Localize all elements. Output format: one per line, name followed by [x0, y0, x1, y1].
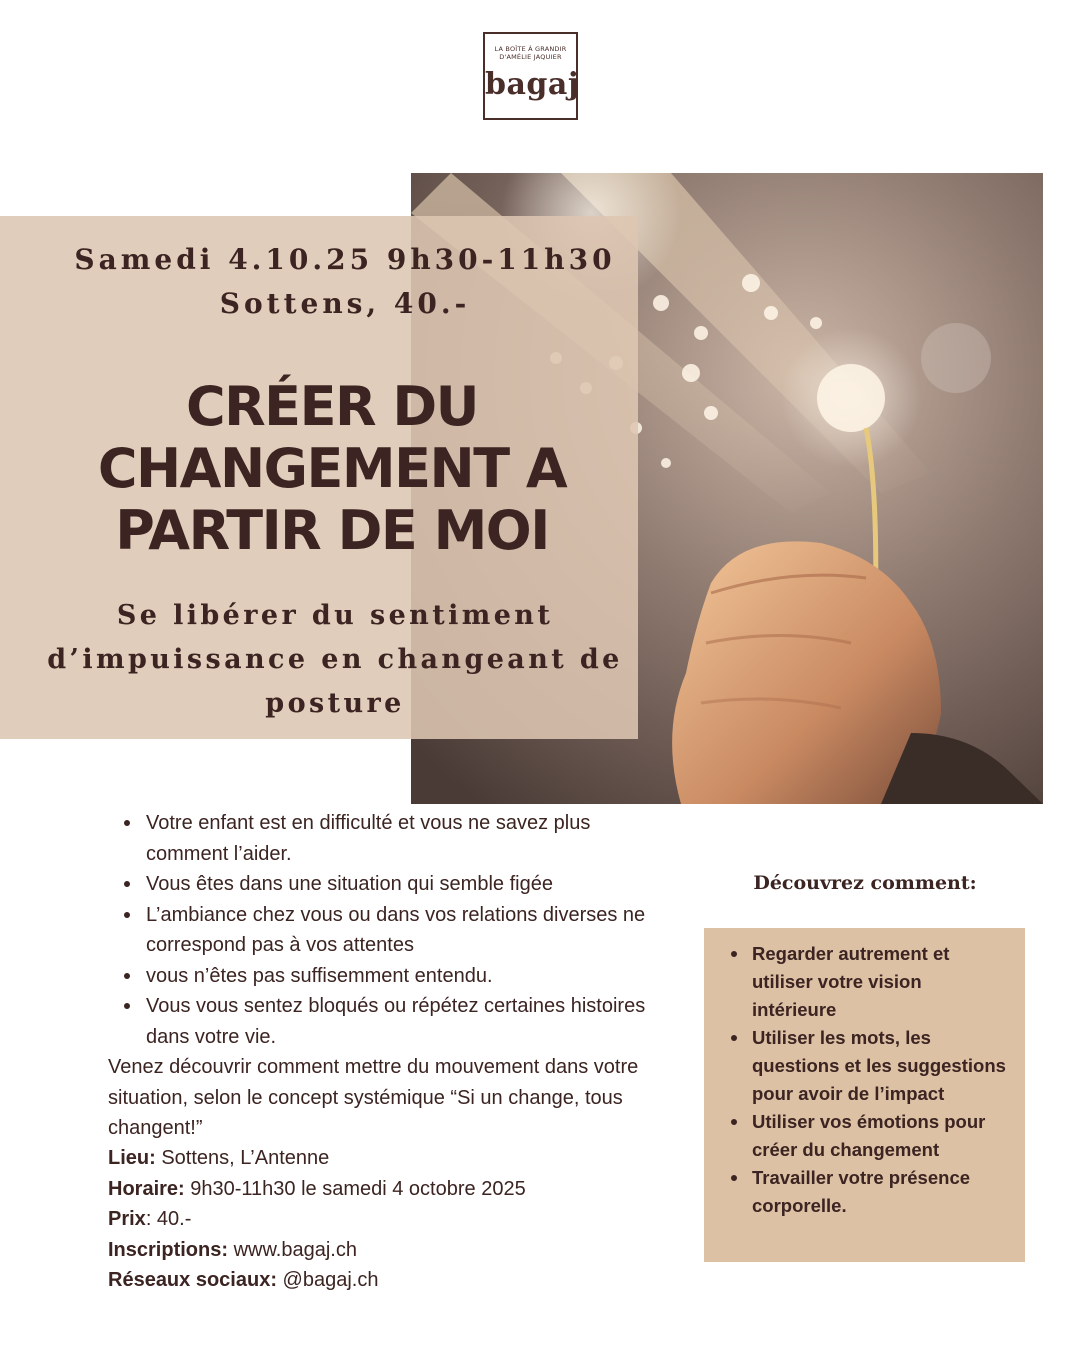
brand-logo — [483, 32, 578, 120]
list-item: vous n’êtes pas suffisemment entendu. — [108, 961, 668, 992]
intro-paragraph: Venez découvrir comment mettre du mouvement dans votre situation, selon le concept systémique “Si un change, tous changent!” — [108, 1056, 639, 1139]
detail-value: : 40.- — [145, 1208, 192, 1231]
social-handle[interactable]: @bagaj.ch — [276, 1269, 379, 1292]
list-item: Travailler votre présence corporelle. — [726, 1164, 1011, 1220]
page-subtitle: Se libérer du sentiment d’impuissance en changeant de posture — [47, 600, 623, 719]
list-item: Regarder autrement et utiliser votre vision intérieure — [726, 940, 1011, 1024]
list-item: Vous vous sentez bloqués ou répétez certaines histoires dans votre vie. — [108, 991, 668, 1052]
registration-link[interactable]: www.bagaj.ch — [228, 1238, 357, 1261]
title-line-3: PARTIR DE MOI — [115, 499, 549, 562]
event-location-price: Sottens, 40.- — [219, 287, 471, 320]
detail-horaire — [108, 1174, 668, 1205]
page-title — [0, 376, 664, 562]
detail-label: Lieu: — [108, 1147, 156, 1169]
discover-heading: Découvrez comment: — [753, 872, 977, 894]
logo-tagline — [485, 45, 576, 61]
detail-prix — [108, 1204, 668, 1235]
detail-lieu — [108, 1143, 668, 1174]
logo-tagline-line-1: LA BOÎTE À GRANDIR — [494, 45, 567, 53]
detail-label: Horaire: — [108, 1177, 185, 1200]
title-line-1: CRÉER DU — [185, 375, 479, 438]
list-item: Votre enfant est en difficulté et vous ne savez plus comment l’aider. — [108, 808, 668, 869]
list-item: L’ambiance chez vous ou dans vos relations diverses ne correspond pas à vos attentes — [108, 900, 668, 961]
detail-label: Prix — [108, 1208, 146, 1231]
event-details — [108, 1143, 668, 1296]
list-item: Utiliser vos émotions pour créer du changement — [726, 1108, 1011, 1164]
discover-box — [704, 928, 1025, 1262]
list-item: Vous êtes dans une situation qui semble figée — [108, 869, 668, 900]
detail-reseaux — [108, 1265, 668, 1296]
logo-name: bagaj — [485, 67, 580, 102]
detail-value: Sottens, L’Antenne — [155, 1147, 330, 1169]
event-date-time: Samedi 4.10.25 9h30-11h30 — [74, 243, 616, 276]
situation-list — [108, 808, 668, 1052]
list-item: Utiliser les mots, les questions et les suggestions pour avoir de l’impact — [726, 1024, 1011, 1108]
detail-inscriptions — [108, 1235, 668, 1266]
logo-tagline-line-2: D'AMÉLIE JAQUIER — [499, 53, 562, 61]
title-line-2: CHANGEMENT A — [97, 437, 567, 500]
detail-label: Réseaux sociaux: — [108, 1269, 277, 1292]
discover-list — [704, 928, 1025, 1220]
detail-value: 9h30-11h30 le samedi 4 octobre 2025 — [184, 1177, 526, 1200]
detail-label: Inscriptions: — [108, 1238, 229, 1261]
